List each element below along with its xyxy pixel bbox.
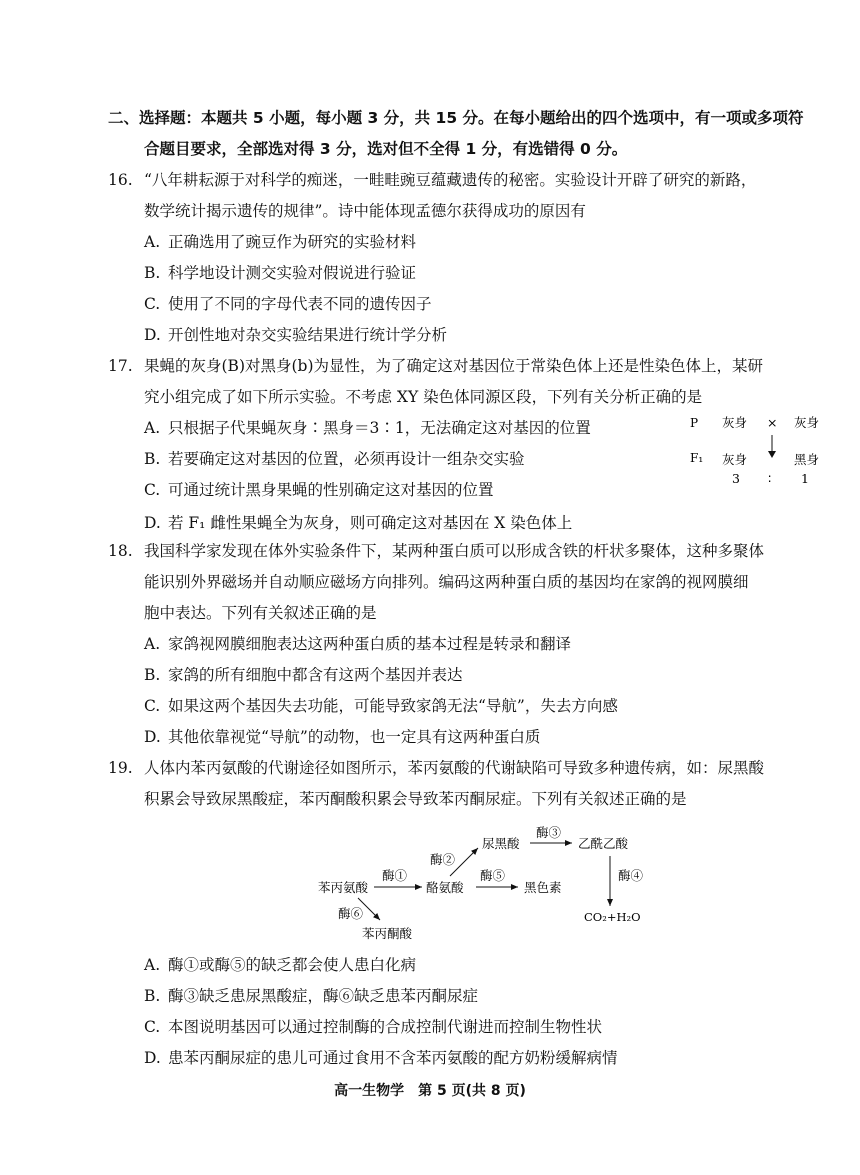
option-a: A. 正确选用了豌豆作为研究的实验材料 [144,233,417,251]
question-number: 17. [108,357,133,375]
enzyme2-label: 酶② [430,852,456,867]
enzyme4-label: 酶④ [618,868,644,883]
cross-diagram [680,408,830,488]
melanin-label: 黑色素 [524,880,562,895]
cross-symbol: × [767,415,778,430]
page-footer: 高一生物学 第 5 页(共 8 页) [334,1083,526,1099]
metabolic-pathway-diagram [300,818,680,948]
enzyme1-label: 酶① [382,868,408,883]
question-stem-line2: 究小组完成了如下所示实验。不考虑 XY 染色体同源区段，下列有关分析正确的是 [144,388,703,406]
acetoacetic-acid-label: 乙酰乙酸 [578,836,629,851]
question-stem-line1: 果蝇的灰身(B)对黑身(b)为显性，为了确定这对基因位于常染色体上还是性染色体上，某研 [144,357,764,375]
section-heading-line2: 合题目要求，全部选对得 3 分，选对但不全得 1 分，有选错得 0 分。 [144,140,628,158]
question-stem-line2: 积累会导致尿黑酸症，苯丙酮酸积累会导致苯丙酮尿症。下列有关叙述正确的是 [144,790,687,808]
p-left-phenotype: 灰身 [722,415,748,430]
question-16 [108,165,838,351]
enzyme5-label: 酶⑤ [480,868,506,883]
option-c: C. 如果这两个基因失去功能，可能导致家鸽无法“导航”，失去方向感 [144,697,618,715]
question-19-options [108,950,838,1074]
option-d: D. 开创性地对杂交实验结果进行统计学分析 [144,326,448,344]
question-stem-line1: 人体内苯丙氨酸的代谢途径如图所示，苯丙氨酸的代谢缺陷可导致多种遗传病，如：尿黑酸 [144,759,765,777]
option-b: B. 酶③缺乏患尿黑酸症，酶⑥缺乏患苯丙酮尿症 [144,987,479,1005]
question-stem-line2: 能识别外界磁场并自动顺应磁场方向排列。编码这两种蛋白质的基因均在家鸽的视网膜细 [144,573,749,591]
tyrosine-label: 酪氨酸 [426,880,464,895]
option-d: D. 患苯丙酮尿症的患儿可通过食用不含苯丙氨酸的配方奶粉缓解病情 [144,1049,618,1067]
option-c: C. 可通过统计黑身果蝇的性别确定这对基因的位置 [144,481,494,499]
option-a: A. 酶①或酶⑤的缺乏都会使人患白化病 [144,956,417,974]
option-b: B. 若要确定这对基因的位置，必须再设计一组杂交实验 [144,450,525,468]
option-c: C. 本图说明基因可以通过控制酶的合成控制代谢进而控制生物性状 [144,1018,603,1036]
question-stem-line1: 我国科学家发现在体外实验条件下，某两种蛋白质可以形成含铁的杆状多聚体，这种多聚体 [144,542,765,560]
cross-arrow-head [768,451,776,458]
question-stem-line3: 胞中表达。下列有关叙述正确的是 [144,604,377,622]
option-d: D. 其他依靠视觉“导航”的动物，也一定具有这两种蛋白质 [144,728,541,746]
section-heading-line1: 二、选择题：本题共 5 小题，每小题 3 分，共 15 分。在每小题给出的四个选项中，有一项或多项符 [108,109,804,127]
enzyme6-label: 酶⑥ [338,906,364,921]
option-d: D. 若 F₁ 雌性果蝇全为灰身，则可确定这对基因在 X 染色体上 [144,514,573,532]
section-heading [108,103,838,165]
f1-label: F₁ [690,451,704,465]
option-a: A. 家鸽视网膜细胞表达这两种蛋白质的基本过程是转录和翻译 [144,635,572,653]
f1-right-phenotype: 黑身 [794,452,820,467]
question-18 [108,536,838,753]
question-number: 19. [108,759,133,777]
option-c: C. 使用了不同的字母代表不同的遗传因子 [144,295,432,313]
homogentisic-acid-label: 尿黑酸 [482,836,520,851]
p-right-phenotype: 灰身 [794,415,820,430]
question-stem-line1: “八年耕耘源于对科学的痴迷，一畦畦豌豆蕴藏遗传的秘密。实验设计开辟了研究的新路， [144,171,757,189]
option-a: A. 只根据子代果蝇灰身∶黑身＝3∶1，无法确定这对基因的位置 [144,419,591,437]
question-19-stem [108,753,838,815]
question-number: 16. [108,171,133,189]
enzyme3-label: 酶③ [536,825,562,840]
option-b: B. 科学地设计测交实验对假说进行验证 [144,264,417,282]
question-number: 18. [108,542,133,560]
ratio-colon: ∶ [768,471,772,486]
phenylpyruvic-acid-label: 苯丙酮酸 [362,926,413,941]
f1-left-phenotype: 灰身 [722,452,748,467]
p-label: P [690,416,699,430]
ratio-left: 3 [732,471,740,486]
phenylalanine-label: 苯丙氨酸 [318,880,369,895]
option-b: B. 家鸽的所有细胞中都含有这两个基因并表达 [144,666,463,684]
ratio-right: 1 [801,471,809,486]
question-stem-line2: 数学统计揭示遗传的规律”。诗中能体现孟德尔获得成功的原因有 [144,202,586,220]
co2-h2o-label: CO₂+H₂O [584,910,641,924]
